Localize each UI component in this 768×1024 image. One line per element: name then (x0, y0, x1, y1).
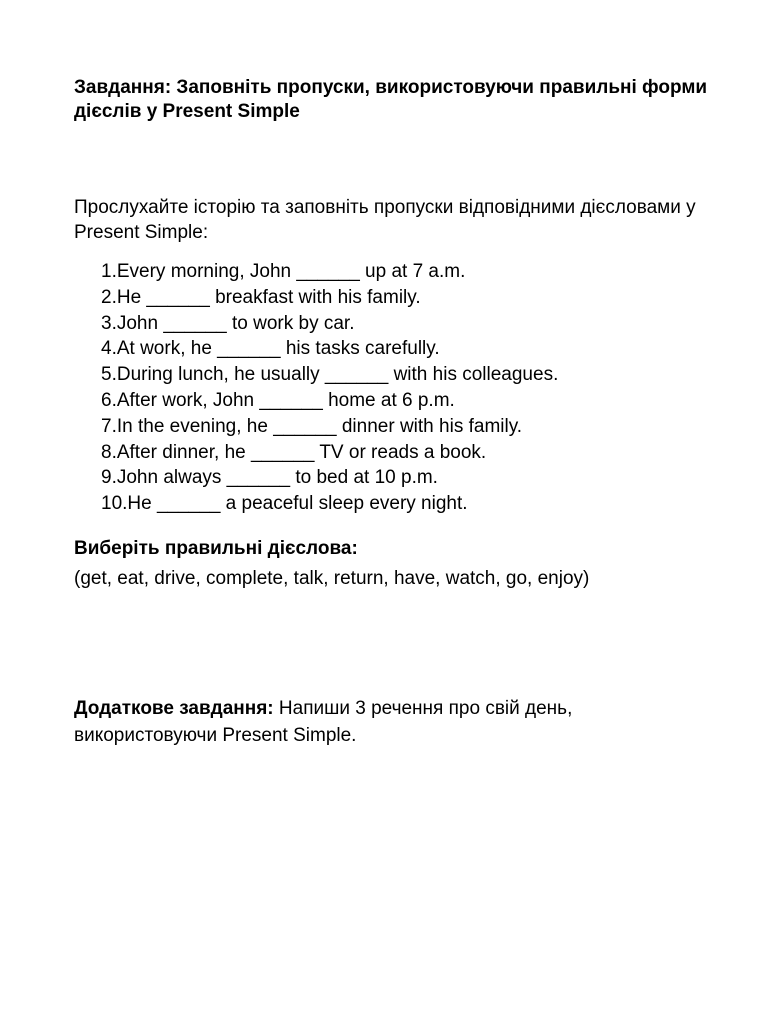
exercise-item: 7.In the evening, he ______ dinner with his family. (101, 415, 523, 437)
extra-task (74, 695, 714, 749)
exercise-item: 4.At work, he ______ his tasks carefully. (101, 338, 440, 360)
exercise-item: 3.John ______ to work by car. (101, 312, 355, 334)
exercise-item: 10.He ______ a peaceful sleep every night. (101, 493, 468, 515)
verbs-heading: Виберіть правильні дієслова: (74, 537, 358, 559)
task-instructions: Прослухайте історію та заповніть пропуски відповідними дієсловами у Present Simple: (74, 197, 696, 243)
exercise-item: 5.During lunch, he usually ______ with his colleagues. (101, 364, 559, 386)
exercise-item: 8.After dinner, he ______ TV or reads a book. (101, 441, 487, 463)
exercise-item: 9.John always ______ to bed at 10 p.m. (101, 467, 438, 489)
extra-task-text: Напиши 3 речення про свій день, використовуючи Present Simple. (74, 697, 573, 746)
exercise-item: 1.Every morning, John ______ up at 7 a.m. (101, 261, 466, 282)
exercise-item: 2.He ______ breakfast with his family. (101, 286, 421, 308)
task-title: Завдання: Заповніть пропуски, використовуючи правильні форми дієслів у Present Simple (74, 77, 708, 122)
exercise-item: 6.After work, John ______ home at 6 p.m. (101, 389, 455, 411)
verbs-list: (get, eat, drive, complete, talk, return, have, watch, go, enjoy) (74, 567, 590, 589)
worksheet-page (74, 76, 714, 749)
extra-task-label: Додаткове завдання: (74, 697, 274, 719)
exercise-list (74, 259, 714, 517)
